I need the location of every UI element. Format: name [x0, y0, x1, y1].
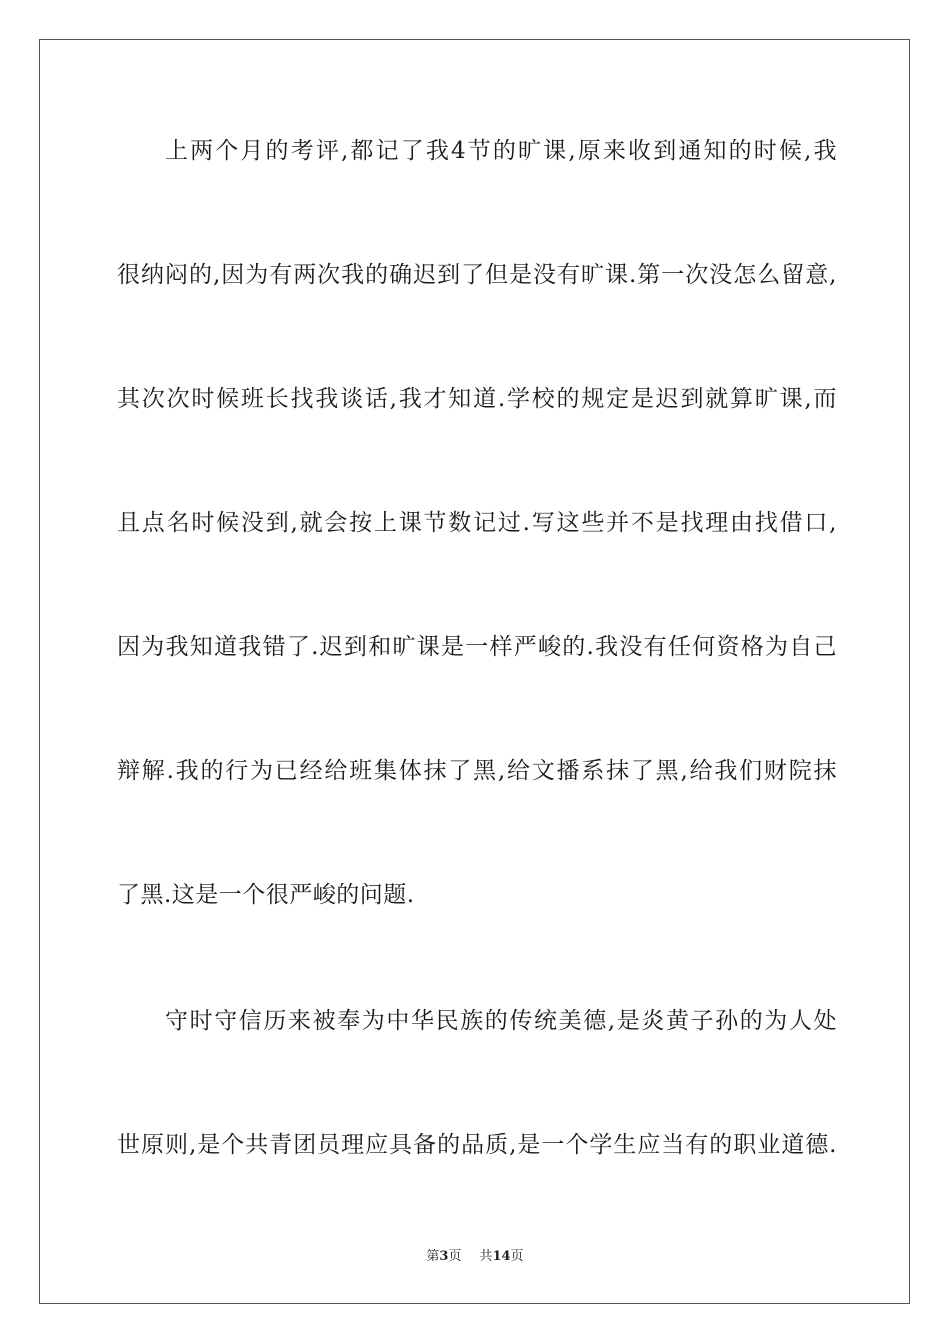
- paragraph-1-line-5: 因为我知道我错了.迟到和旷课是一样严峻的.我没有任何资格为自己: [117, 634, 837, 660]
- paragraph-2-line-2: 世原则,是个共青团员理应具备的品质,是一个学生应当有的职业道德.: [117, 1132, 837, 1158]
- paragraph-1-line-2: 很纳闷的,因为有两次我的确迟到了但是没有旷课.第一次没怎么留意,: [117, 262, 837, 288]
- page-border: [39, 39, 910, 1304]
- page-prefix: 第: [426, 1249, 440, 1264]
- total-prefix: 共: [479, 1249, 493, 1264]
- page-number: 3: [439, 1249, 449, 1264]
- page-suffix: 页: [448, 1249, 462, 1264]
- total-suffix: 页: [510, 1249, 524, 1264]
- paragraph-1-line-6: 辩解.我的行为已经给班集体抹了黑,给文播系抹了黑,给我们财院抹: [117, 758, 837, 784]
- paragraph-2-line-1: 守时守信历来被奉为中华民族的传统美德,是炎黄子孙的为人处: [165, 1008, 837, 1034]
- paragraph-1-line-4: 且点名时候没到,就会按上课节数记过.写这些并不是找理由找借口,: [117, 510, 837, 536]
- paragraph-1-line-1: 上两个月的考评,都记了我4节的旷课,原来收到通知的时候,我: [165, 138, 837, 164]
- paragraph-1-line-3: 其次次时候班长找我谈话,我才知道.学校的规定是迟到就算旷课,而: [117, 386, 837, 412]
- paragraph-1-line-7: 了黑.这是一个很严峻的问题.: [117, 882, 415, 908]
- total-pages: 14: [492, 1249, 511, 1264]
- page-footer: [0, 1248, 950, 1266]
